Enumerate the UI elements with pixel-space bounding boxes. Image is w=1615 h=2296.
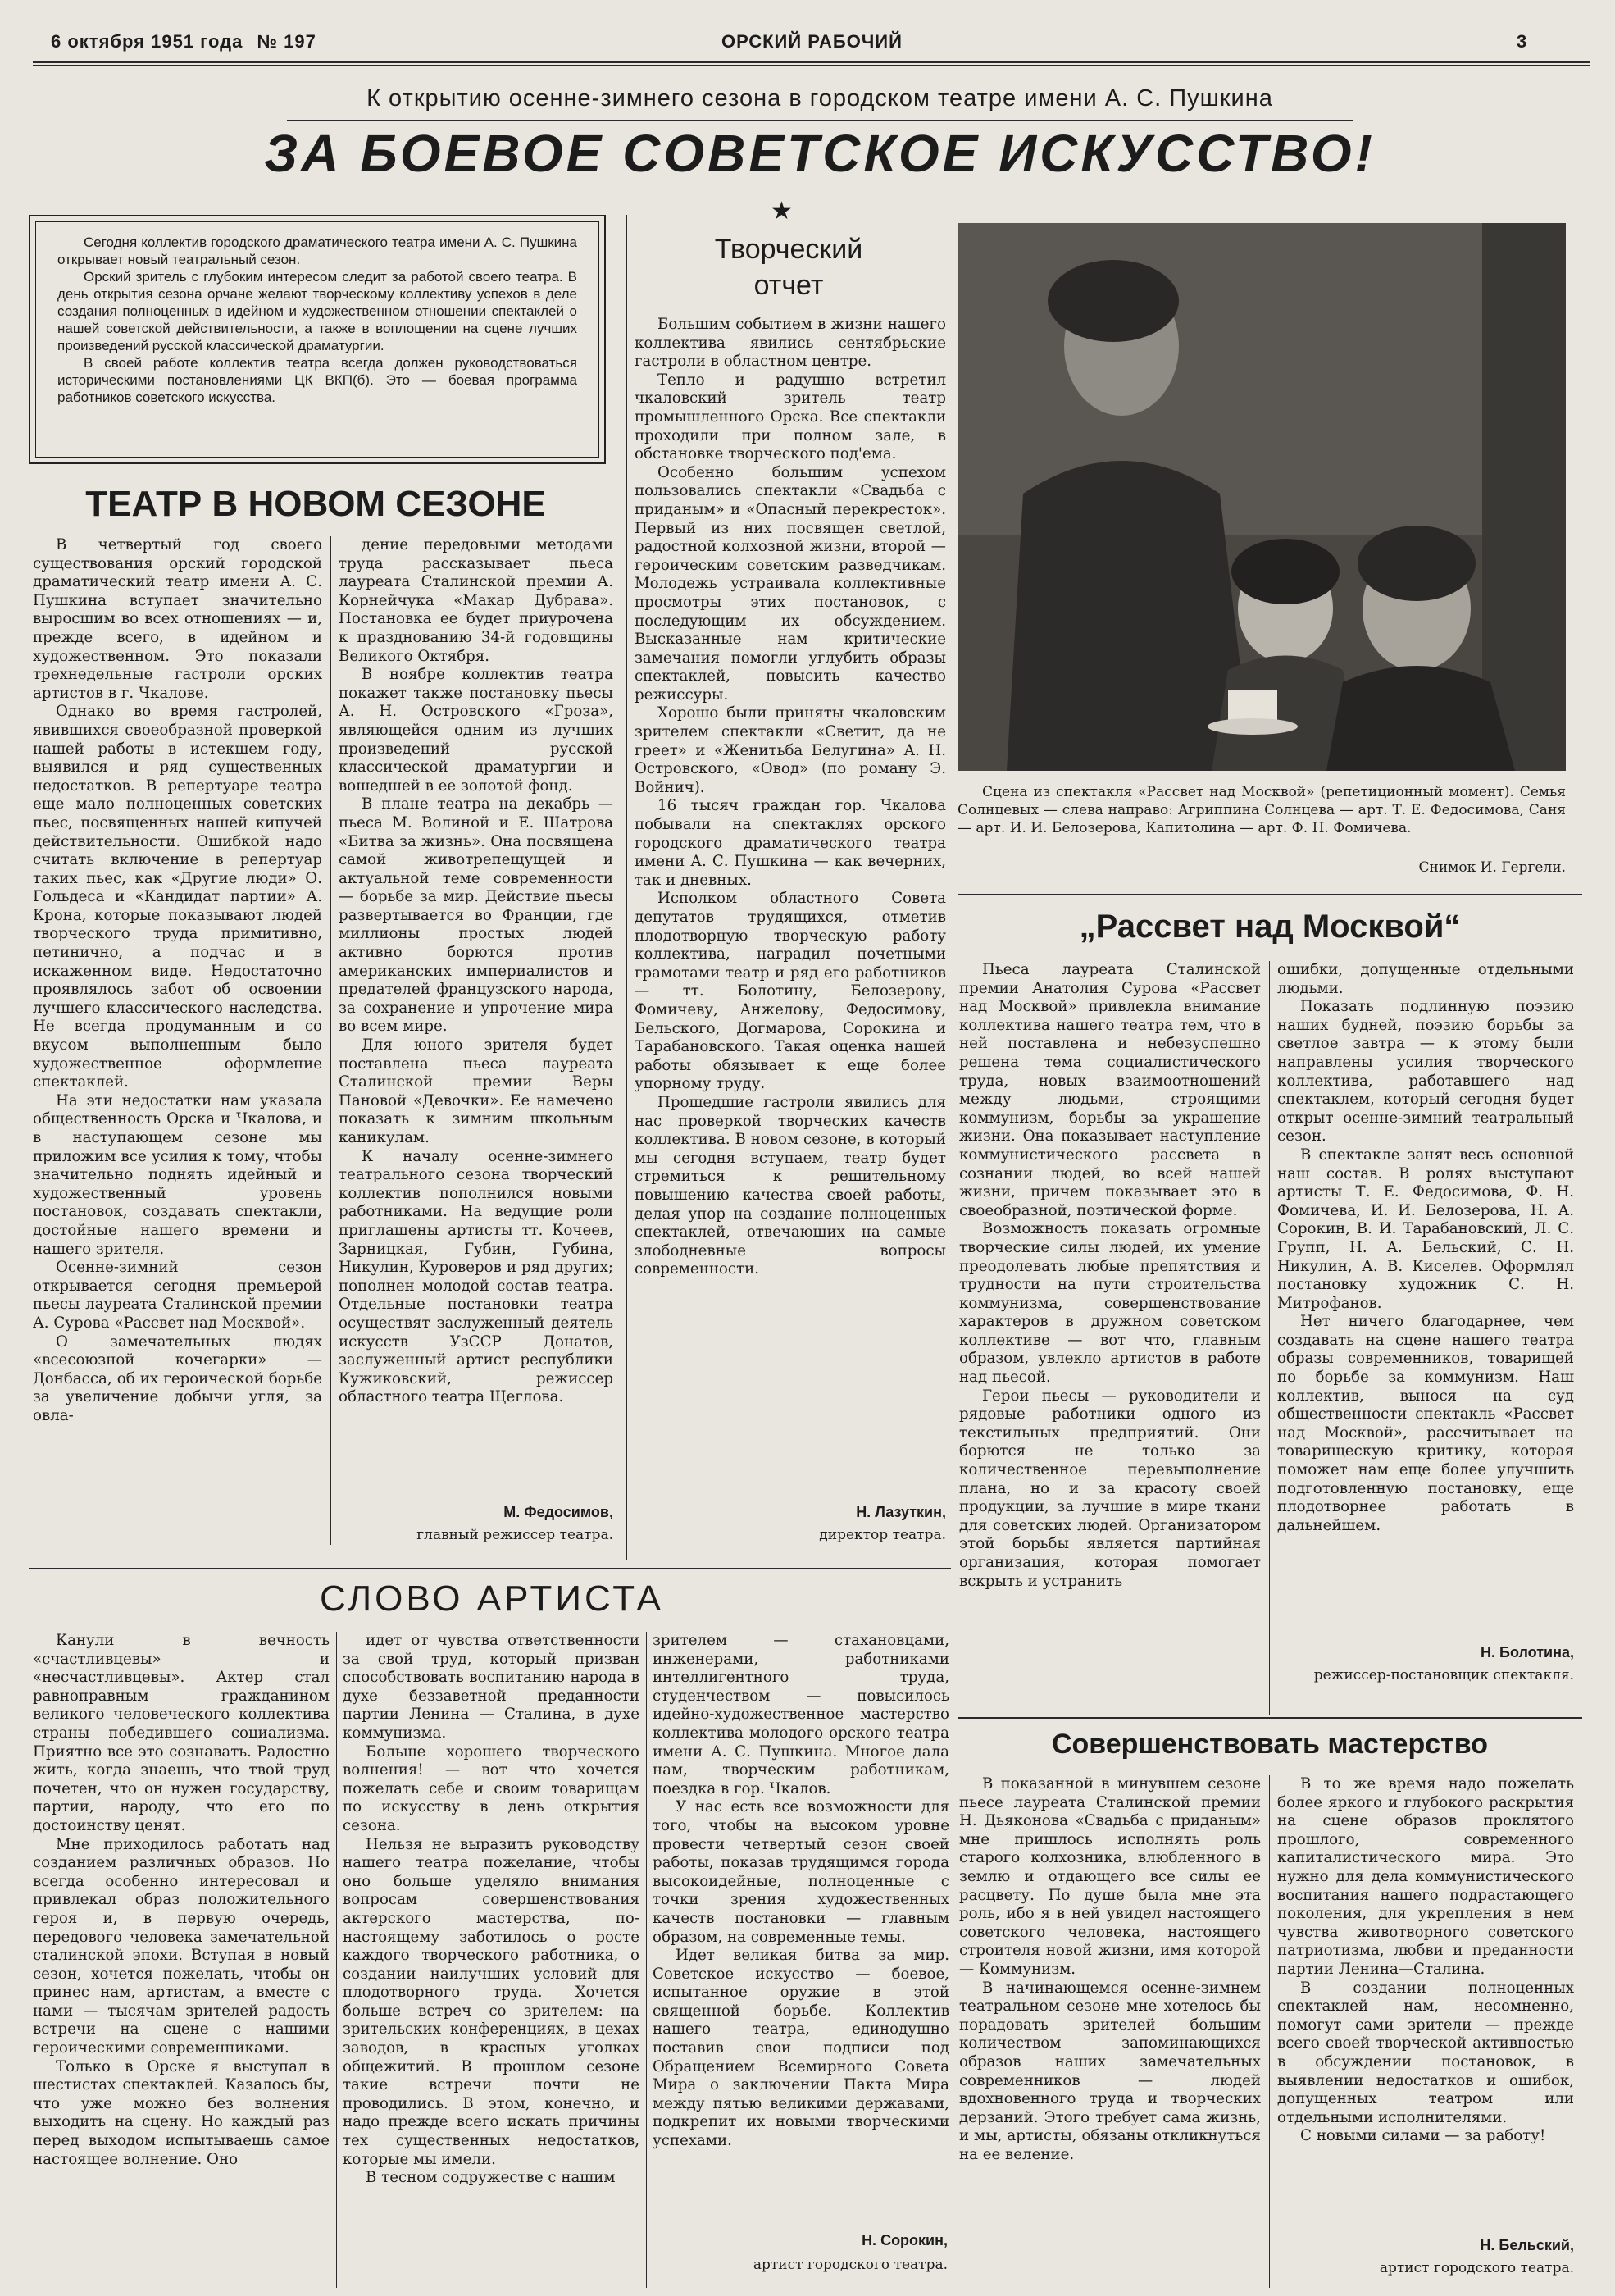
kicker: К открытию осенне-зимнего сезона в городском театре имени А. С. Пушкина xyxy=(366,85,1273,112)
mastery-paragraph: В начинающемся осенне-зимнем театральном сезоне мне хотелось бы порадовать зрителей большим количеством запоминающихся образов наших замечательных современников — людей вдохновенного труда и творческих дерзаний. Этого требует сама жизнь, и мы, артисты, обязаны откликнуться на ее веление. xyxy=(959,1979,1261,2163)
actor-column xyxy=(653,1632,949,2222)
actor-paragraph: идет от чувства ответственности за свой труд, который призван способствовать воспитанию народа в духе беззаветной преданности партии Ленина — Сталина, в духе коммунизма. xyxy=(343,1632,639,1742)
article-title: ТЕАТР В НОВОМ СЕЗОНЕ xyxy=(85,484,546,524)
actor-paragraph: Нельзя не выразить руководству нашего театра пожелание, чтобы оно больше уделяло внимания вопросам совершенствования актерского мастерства, по-настоящему заботилось о росте каждого творческого работника, о создании наилучших условий для плодотворного труда. Хочется больше встреч со зрителем: на зрительских конференциях, в цехах заводов, в красных уголках общежитий. В прошлом сезоне такие встречи почти не проводились. В этом, конечно, и надо прежде всего искать причины тех существенных недостатков, которые мы имели. xyxy=(343,1835,639,2168)
report-title-line: Творческий xyxy=(714,234,863,265)
mastery-role: артист городского театра. xyxy=(1379,2260,1574,2276)
article-paragraph: Однако во время гастролей, явившихся своеобразной проверкой нашей работы в истекшем году, выявился и ряд существенных недостатков. В репертуаре театра еще мало полноценных советских пьес, посвященных нашей кипучей действительности. Ошибкой надо считать включение в репертуар таких пьес, как «Другие люди» О. Гольдеса и «Кандидат партии» А. Крона, которые показывают людей творческого труда примитивно, петинично, а подчас и в искаженном виде. Недостаточно проявлялось забот об освоении лучшего классического наследства. Не всегда продуманным и со вкусом выполненным было художественное оформление спектаклей. xyxy=(33,703,322,1091)
actor-signature: Н. Сорокин, xyxy=(862,2232,948,2248)
article-paragraph: В ноябре коллектив театра покажет также постановку пьесы А. Н. Островского «Гроза», являющейся одним из лучших произведений русской классической драматургии и вошедшей в ее золотой фонд. xyxy=(339,666,613,795)
intro-box xyxy=(29,215,606,464)
date-text: 6 октября 1951 года xyxy=(51,31,243,52)
article-column xyxy=(339,536,613,1496)
theatre-scene-photo xyxy=(958,223,1566,771)
mastery-column xyxy=(1277,1775,1574,2230)
author-signature: М. Федосимов, xyxy=(503,1504,613,1520)
article-paragraph: Для юного зрителя будет поставлена пьеса лауреата Сталинской премии Веры Пановой «Девочки». Ее намечено показать к зимним школьным каникулам. xyxy=(339,1036,613,1146)
mastery-paragraph: В показанной в минувшем сезоне пьесе лауреата Сталинской премии Н. Дьяконова «Свадьба с приданым» мне пришлось исполнять роль старого колхозника, влюбленного в землю и отдающего все силы ее расцвету. По душе была мне эта роль, ибо я в ней увидел настоящего советского человека, настоящего строителя новой жизни, имя которой — Коммунизм. xyxy=(959,1775,1261,1978)
mastery-paragraph: С новыми силами — за работу! xyxy=(1300,2127,1546,2145)
dawn-paragraph: Пьеса лауреата Сталинской премии Анатолия Сурова «Рассвет над Москвой» привлекла внимание коллектива нашего театра тем, что в ней поставлена и небезуспешно решена тема социалистического труда, новых взаимоотношений между людьми, строящими коммунизм, борьбы за украшение жизни. Она показывает наступление коммунистического рассвета в сознании людей, во всей нашей жизни, причем показывает это в своеобразной, поэтической форме. xyxy=(959,961,1261,1219)
report-paragraph: Прошедшие гастроли явились для нас проверкой творческих качеств коллектива. В новом сезоне, в который мы сегодня вступаем, театр будет стремиться к решительному повышению качества своей работы, делая упор на создание полноценных спектаклей, отвечающих на самые злободневные вопросы современности. xyxy=(635,1093,946,1278)
paper-name: ОРСКИЙ РАБОЧИЙ xyxy=(721,31,903,52)
actor-column xyxy=(343,1632,639,2288)
actor-role: артист городского театра. xyxy=(753,2257,948,2273)
actor-title: СЛОВО АРТИСТА xyxy=(319,1578,665,1619)
article-paragraph: В четвертый год своего существования орский городской драматический театр имени А. С. Пушкина вступает значительно выросшим во всех отношениях — и, прежде всего, в идейном и художественном. Это показали трехнедельные гастроли орских артистов в г. Чкалове. xyxy=(33,536,322,702)
report-paragraph: Исполком областного Совета депутатов трудящихся, отметив плодотворную творческую работу коллектива, наградил почетными грамотами театр и ряд его работников — тт. Болотину, Белозерову, Фомичеву, Анжелову, Федосимову, Бельского, Догмарова, Сорокина и Тарабановского. Такая оценка нашей работы обязывает к еще более упорному труду. xyxy=(635,890,946,1093)
actor-paragraph: У нас есть все возможности для того, чтобы на высоком уровне провести четвертый сезон своей работы, показав трудящимся города высокоидейные, полноценные с точки зрения художественных качеств постановки — главным образом, на современные темы. xyxy=(653,1798,949,1946)
article-paragraph: Осенне-зимний сезон открывается сегодня премьерой пьесы лауреата Сталинской премии А. Сурова «Рассвет над Москвой». xyxy=(33,1259,322,1332)
report-paragraph: Особенно большим успехом пользовались спектакли «Свадьба с приданым» и «Опасный перекресток». Первый из них посвящен светлой, радостной колхозной жизни, второй — героическим советским разведчикам. Молодежь устраивала коллективные просмотры этих постановок, с последующим их обсуждением. Высказанные нам критические замечания помогли углубить образы спектаклей, повысить качество режиссуры. xyxy=(635,463,946,704)
photo-caption: Сцена из спектакля «Рассвет над Москвой» (репетиционный момент). Семья Солнцевых — слева направо: Агриппина Солнцева — арт. Т. Е. Федосимова, Саня — арт. И. И. Белозерова, Капитолина — арт. Ф. Н. Фомичева. xyxy=(958,784,1566,836)
report-paragraph: Хорошо были приняты чкаловским зрителем спектакли «Светит, да не греет» и «Женитьба Белугина» А. Н. Островского, «Овод» (по роману Э. Войнич). xyxy=(635,704,946,796)
actor-paragraph: Канули в вечность «счастливцевы» и «несчастливцевы». Актер стал равноправным гражданином великого человеческого коллектива страны победившего социализма. Приятно все это сознавать. Радостно жить, когда знаешь, что твой труд почетен, что он нужен государству, партии, народу, что его по достоинству ценят. xyxy=(33,1632,330,1834)
actor-paragraph: Идет великая битва за мир. Советское искусство — боевое, испытанное оружие в этой священной борьбе. Коллектив нашего театра, единодушно поставив свои подписи под Обращением Всемирного Совета Мира о заключении Пакта Мира между пятью великими державами, подкрепит их новыми творческими успехами. xyxy=(653,1947,949,2150)
report-paragraph: Большим событием в жизни нашего коллектива явились сентябрьские гастроли в областном центре. xyxy=(635,316,946,371)
dawn-paragraph: Возможность показать огромные творческие силы людей, их умение преодолевать любые препятствия и трудности на пути строительства коммунизма, совершенствование характеров в дружном советском коллективе — вот что, главным образом, увлекло артистов в работе над пьесой. xyxy=(959,1220,1261,1387)
report-signature: Н. Лазуткин, xyxy=(856,1504,946,1520)
dawn-paragraph: Показать подлинную поэзию наших будней, поэзию борьбы за светлое завтра — к этому были направлены усилия творческого коллектива, работавшего над спектаклем, который сегодня будет открыт осенне-зимний театральный сезон. xyxy=(1277,998,1574,1146)
header-rule xyxy=(33,61,1590,63)
mastery-column xyxy=(959,1775,1261,2288)
intro-paragraph: Орский зритель с глубоким интересом следит за работой своего театра. В день открытия сезона орчане желают творческому коллективу успехов в деле создания полноценных в идейном и художественном отношении спектаклей о нашей советской действительности, а также в воплощении на сцене лучших произведений русской классической драматургии. xyxy=(57,269,577,353)
actor-paragraph: зрителем — стахановцами, инженерами, работниками интеллигентного труда, студенчеством — повысилось идейно-художественное мастерство коллектива молодого орского театра имени А. С. Пушкина. Многое дала нам, творческим работникам, поездка в гор. Чкалов. xyxy=(653,1632,949,1797)
dawn-paragraph: Нет ничего благодарнее, чем создавать на сцене нашего театра образы современников, товарищей по борьбе за коммунизм. Наш коллектив, вынося на суд общественности спектакль «Рассвет над Москвой», рассчитывает на товарищескую критику, которая поможет нам еще более улучшить подготовленную постановку, еще плодотворнее работать в дальнейшем. xyxy=(1277,1313,1574,1534)
asterisk-ornament: ★ xyxy=(771,197,793,226)
actor-paragraph: В тесном содружестве с нашим xyxy=(366,2169,616,2187)
mastery-paragraph: В создании полноценных спектаклей нам, несомненно, помогут сами зрители — прежде всего своей творческой активностью в обсуждении постановок, в выявлении недостатков и ошибок, допущенных театром или отдельными исполнителями. xyxy=(1277,1979,1574,2126)
report-title-line: отчет xyxy=(753,270,824,301)
author-role: главный режиссер театра. xyxy=(416,1527,613,1543)
actor-paragraph: Мне приходилось работать над созданием различных образов. Но всегда особенно интересовал и привлекал образ положительного героя и, в первую очередь, передового человека замечательной сталинской эпохи. Вступая в новый сезон, хочется пожелать, чтобы он принес нам, артистам, а вместе с нами — тысячам зрителей радость встречи на сцене с нашими героическими современниками. xyxy=(33,1835,330,2057)
dawn-paragraph: В спектакле занят весь основной наш состав. В ролях выступают артисты Т. Е. Федосимова, Ф. Н. Фомичева, И. И. Белозерова, Н. А. Сорокин, В. И. Тарабановский, Л. С. Групп, Н. А. Бельский, С. Н. Никулин, А. В. Киселев. Оформлял постановку художник С. Н. Митрофанов. xyxy=(1277,1146,1574,1312)
intro-paragraph: Сегодня коллектив городского драматического театра имени А. С. Пушкина открывает новый театральный сезон. xyxy=(57,235,577,267)
dawn-paragraph: ошибки, допущенные отдельными людьми. xyxy=(1277,961,1574,997)
photo-credit: Снимок И. Гергели. xyxy=(1418,859,1566,876)
actor-paragraph: Больше хорошего творческого волнения! — вот что хочется пожелать себе и своим товарищам по искусству в день открытия сезона. xyxy=(343,1742,639,1834)
report-paragraph: Тепло и радушно встретил чкаловский зритель театр промышленного Орска. Все спектакли проходили при полном зале, в обстановке творческого под'ема. xyxy=(635,371,946,463)
issue-date xyxy=(51,31,316,52)
mastery-title: Совершенствовать мастерство xyxy=(1051,1729,1488,1760)
report-title xyxy=(633,231,944,303)
page-number: 3 xyxy=(1517,31,1528,52)
report-column xyxy=(635,316,946,1488)
article-paragraph: дение передовыми методами труда рассказывает пьеса лауреата Сталинской премии А. Корнейчука «Макар Дубрава». Постановка ее будет приурочена к празднованию 34-й годовщины Великого Октября. xyxy=(339,536,613,665)
actor-column xyxy=(33,1632,330,2288)
mastery-signature: Н. Бельский, xyxy=(1480,2237,1574,2253)
dawn-column xyxy=(1277,961,1574,1633)
dawn-role: режиссер-постановщик спектакля. xyxy=(1313,1667,1574,1683)
article-paragraph: К началу осенне-зимнего театрального сезона творческий коллектив пополнился новыми работниками. На ведущие роли приглашены артисты тт. Кочеев, Зарницкая, Губин, Губина, Никулин, Куроверов и ряд других; пополнен молодой состав театра. Отдельные постановки театра осуществят заслуженный деятель искусств УзССР Донатов, заслуженный артист республики Кужиковский, режиссер областного театра Щеглова. xyxy=(339,1147,613,1406)
article-column xyxy=(33,536,322,1553)
scene-illustration xyxy=(958,223,1566,771)
report-paragraph: 16 тысяч граждан гор. Чкалова побывали на спектаклях орского городского драматического театра имени А. С. Пушкина — как вечерних, так и дневных. xyxy=(635,797,946,889)
section-rule xyxy=(29,1568,951,1569)
issue-number: № 197 xyxy=(257,31,316,52)
article-paragraph: В плане театра на декабрь — пьеса М. Волиной и Е. Шатрова «Битва за жизнь». Она посвящена самой животрепещущей и актуальной теме современности — борьбе за мир. Действие пьесы развертывается во Франции, где миллионы простых людей активно борются против американских империалистов и предателей французского народа, за сохранение и упрочение мира во всем мире. xyxy=(339,795,613,1036)
actor-paragraph: Только в Орске я выступал в шестистах спектаклей. Казалось бы, что уже можно без волнения выходить на сцену. Но каждый раз перед выходом испытываешь самое настоящее волнение. Оно xyxy=(33,2057,330,2168)
main-headline: ЗА БОЕВОЕ СОВЕТСКОЕ ИСКУССТВО! xyxy=(264,124,1376,183)
dawn-paragraph: Герои пьесы — руководители и рядовые работники одного из текстильных предприятий. Они борются не только за количественное перевыполнение плана, но и за красоту своей продукции, за лучшие в мире ткани для советских людей. Организатором этой борьбы является партийная организация, которая помогает вскрыть и устранить xyxy=(959,1387,1261,1590)
intro-paragraph: В своей работе коллектив театра всегда должен руководствоваться историческими постановлениями ЦК ВКП(б). Это — боевая программа работников советского искусства. xyxy=(57,355,577,405)
article-paragraph: О замечательных людях «всесоюзной кочегарки» — Донбасса, об их героической борьбе за увеличение добычи угля, за овла- xyxy=(33,1332,322,1424)
dawn-signature: Н. Болотина, xyxy=(1481,1644,1574,1660)
dawn-column xyxy=(959,961,1261,1715)
report-role: директор театра. xyxy=(819,1527,946,1543)
mastery-paragraph: В то же время надо пожелать более яркого и глубокого раскрытия на сцене образов проклятого прошлого, современного капиталистического мира. Это нужно для дела коммунистического воспитания нашего подрастающего поколения, для укрепления в нем чувства животворного советского патриотизма, любви и преданности партии Ленина—Сталина. xyxy=(1277,1775,1574,1978)
article-paragraph: На эти недостатки нам указала общественность Орска и Чкалова, и в наступающем сезоне мы приложим все усилия к тому, чтобы значительно поднять идейный и художественный уровень постановок, создавать спектакли, достойные нашего времени и нашего зрителя. xyxy=(33,1091,322,1258)
dawn-title: „Рассвет над Москвой“ xyxy=(1079,909,1461,945)
